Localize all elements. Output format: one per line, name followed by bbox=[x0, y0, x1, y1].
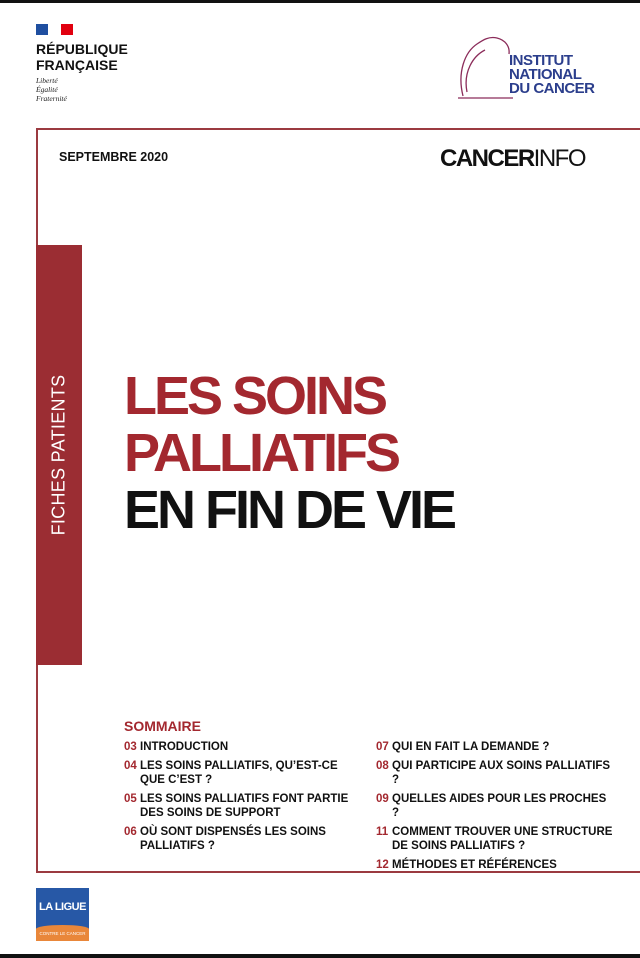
french-flag-icon bbox=[36, 24, 73, 35]
toc-num: 11 bbox=[376, 826, 389, 838]
toc-text: QUELLES AIDES POUR LES PROCHES ? bbox=[392, 793, 607, 819]
toc-item[interactable] bbox=[124, 792, 349, 820]
cancer-info-logo bbox=[440, 145, 585, 173]
toc-text: MÉTHODES ET RÉFÉRENCES bbox=[392, 859, 557, 871]
sidebar-label: FICHES PATIENTS bbox=[48, 374, 69, 536]
toc-left bbox=[124, 740, 349, 858]
toc-text: LES SOINS PALLIATIFS FONT PARTIE DES SOINS DE SUPPORT bbox=[140, 793, 349, 819]
title-line3: EN FIN DE VIE bbox=[124, 480, 455, 540]
toc-item[interactable] bbox=[376, 740, 616, 754]
toc-num: 03 bbox=[124, 741, 137, 753]
motto-1: Liberté bbox=[36, 76, 58, 85]
toc-text: COMMENT TROUVER UNE STRUCTURE DE SOINS PALLIATIFS ? bbox=[392, 826, 613, 852]
toc-item[interactable] bbox=[376, 759, 616, 787]
toc-item[interactable] bbox=[376, 792, 616, 820]
top-edge bbox=[0, 0, 640, 3]
inca-line2: NATIONAL bbox=[509, 66, 582, 83]
summary-heading: SOMMAIRE bbox=[124, 718, 201, 734]
rf-name-line1: RÉPUBLIQUE bbox=[36, 41, 128, 57]
ligue-tagline: CONTRE LE CANCER bbox=[36, 925, 89, 941]
toc-right bbox=[376, 740, 616, 877]
toc-item[interactable] bbox=[376, 858, 616, 872]
sidebar-band bbox=[36, 245, 82, 665]
inca-logo bbox=[455, 32, 605, 104]
inca-line3: DU CANCER bbox=[509, 80, 595, 97]
toc-text: OÙ SONT DISPENSÉS LES SOINS PALLIATIFS ? bbox=[140, 826, 326, 852]
brand-light: INFO bbox=[533, 145, 585, 172]
toc-item[interactable] bbox=[124, 825, 349, 853]
bottom-edge bbox=[0, 954, 640, 958]
toc-text: QUI EN FAIT LA DEMANDE ? bbox=[392, 741, 550, 753]
toc-item[interactable] bbox=[124, 740, 349, 754]
toc-text: QUI PARTICIPE AUX SOINS PALLIATIFS ? bbox=[392, 760, 611, 786]
inca-figure-icon bbox=[455, 32, 515, 104]
motto-2: Égalité bbox=[36, 85, 58, 94]
rf-name-line2: FRANÇAISE bbox=[36, 57, 118, 73]
toc-num: 07 bbox=[376, 741, 389, 753]
toc-item[interactable] bbox=[124, 759, 349, 787]
toc-text: LES SOINS PALLIATIFS, QU’EST-CE QUE C’EST ? bbox=[140, 760, 338, 786]
toc-num: 05 bbox=[124, 793, 137, 805]
title-line2: PALLIATIFS bbox=[124, 423, 398, 483]
publication-date: SEPTEMBRE 2020 bbox=[59, 150, 169, 164]
ligue-name: LA LIGUE bbox=[39, 901, 86, 913]
title-line1: LES SOINS bbox=[124, 366, 386, 426]
inca-line1: INSTITUT bbox=[509, 52, 573, 69]
toc-text: INTRODUCTION bbox=[140, 741, 229, 753]
page-title bbox=[124, 368, 454, 539]
republique-francaise-logo bbox=[36, 24, 128, 103]
toc-num: 12 bbox=[376, 859, 389, 871]
toc-num: 06 bbox=[124, 826, 137, 838]
brand-bold: CANCER bbox=[440, 145, 534, 172]
toc-num: 09 bbox=[376, 793, 389, 805]
la-ligue-logo bbox=[36, 888, 89, 941]
toc-num: 04 bbox=[124, 760, 137, 772]
toc-num: 08 bbox=[376, 760, 389, 772]
toc-item[interactable] bbox=[376, 825, 616, 853]
motto-3: Fraternité bbox=[36, 94, 67, 103]
